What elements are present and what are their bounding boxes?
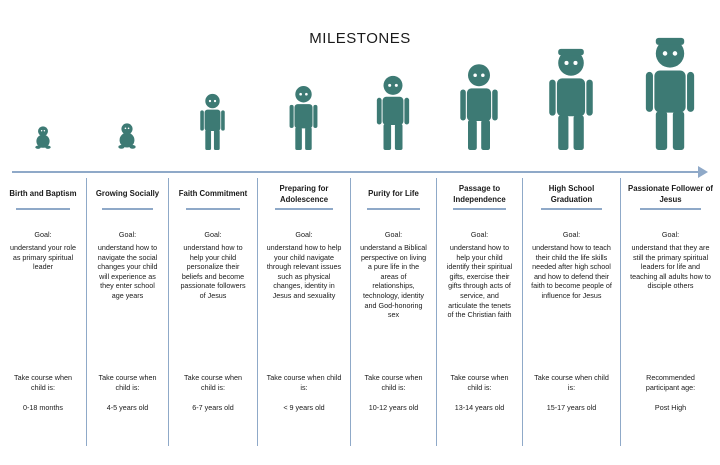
milestone-columns — [0, 178, 720, 448]
milestone-column-4 — [257, 178, 350, 446]
goal-text: understand how to teach their child the life skills needed after high school and how to defend their faith to become people of influence for Jesus — [531, 243, 612, 301]
course-label: Recommended participant age: — [645, 373, 696, 392]
milestone-column-3 — [168, 178, 257, 446]
heading-underline — [16, 208, 69, 210]
goal-text: understand how to help your child identify their spiritual gifts, exercise their gifts through acts of service, and articulate the tenets of the Christian faith — [446, 243, 513, 320]
milestone-column-6 — [436, 178, 522, 446]
milestone-heading: Passionate Follower of Jesus — [628, 184, 713, 204]
course-label: Take course when child is: — [534, 373, 609, 392]
goal-label: Goal: — [661, 229, 680, 239]
goal-text: understand how to navigate the social changes your child will experience as they enter school age years — [97, 243, 158, 301]
course-label: Take course when child is: — [184, 373, 242, 392]
child-icon — [290, 86, 318, 150]
baby-icon — [35, 126, 50, 149]
age-range: 6-7 years old — [192, 403, 234, 412]
adult-icon — [646, 38, 694, 150]
milestone-heading: High School Graduation — [548, 184, 595, 204]
teen-icon — [460, 64, 497, 150]
age-range: 15-17 years old — [546, 403, 597, 412]
goal-text: understand how to help your child navigate through relevant issues such as physical changes, identity in Jesus and sexuality — [266, 243, 342, 301]
timeline-line — [12, 171, 702, 173]
goal-text: understand that they are still the primary spiritual leaders for life and teaching all adults how to disciple others — [630, 243, 711, 291]
course-label: Take course when child is: — [266, 373, 342, 392]
age-range: 4-5 years old — [106, 403, 149, 412]
goal-label: Goal: — [384, 229, 403, 239]
heading-underline — [275, 208, 332, 210]
milestone-column-1 — [0, 178, 86, 446]
page-title: MILESTONES — [309, 30, 411, 47]
milestone-heading: Birth and Baptism — [9, 189, 77, 199]
milestone-heading: Faith Commitment — [178, 189, 248, 199]
preteen-icon — [377, 76, 409, 150]
young-child-icon — [200, 94, 224, 150]
milestone-heading: Passage to Independence — [453, 184, 506, 204]
goal-label: Goal: — [562, 229, 581, 239]
heading-underline — [186, 208, 241, 210]
goal-label: Goal: — [204, 229, 222, 239]
milestone-column-5 — [350, 178, 436, 446]
heading-underline — [541, 208, 601, 210]
graduate-icon — [549, 49, 593, 150]
timeline-arrow-icon — [698, 166, 708, 178]
goal-text: understand a Biblical perspective on living a pure life in the areas of relationships, technology, identity and God-honoring sex — [360, 243, 427, 320]
course-label: Take course when child is: — [14, 373, 72, 392]
heading-underline — [367, 208, 420, 210]
goal-label: Goal: — [295, 229, 313, 239]
goal-label: Goal: — [470, 229, 489, 239]
goal-text: understand how to help your child personalize their beliefs and become passionate followers of Jesus — [180, 243, 246, 301]
goal-label: Goal: — [34, 229, 52, 239]
age-range: 0-18 months — [23, 403, 63, 412]
milestone-heading: Growing Socially — [95, 189, 160, 199]
milestone-heading: Preparing for Adolescence — [279, 184, 329, 204]
heading-underline — [102, 208, 152, 210]
milestone-column-2 — [86, 178, 168, 446]
age-range: 13-14 years old — [454, 403, 505, 412]
milestone-heading: Purity for Life — [368, 189, 419, 199]
age-range: 10-12 years old — [368, 403, 419, 412]
heading-underline — [453, 208, 506, 210]
course-label: Take course when child is: — [98, 373, 157, 392]
growth-figures — [0, 0, 720, 175]
age-range: < 9 years old — [283, 403, 325, 412]
goal-text: understand your role as primary spiritual leader — [10, 243, 76, 272]
course-label: Take course when child is: — [450, 373, 509, 392]
toddler-icon — [118, 123, 135, 148]
course-label: Take course when child is: — [364, 373, 423, 392]
milestone-column-7 — [522, 178, 620, 446]
heading-underline — [640, 208, 701, 210]
goal-label: Goal: — [118, 229, 137, 239]
age-range: Post High — [654, 403, 687, 412]
milestone-column-8 — [620, 178, 720, 446]
